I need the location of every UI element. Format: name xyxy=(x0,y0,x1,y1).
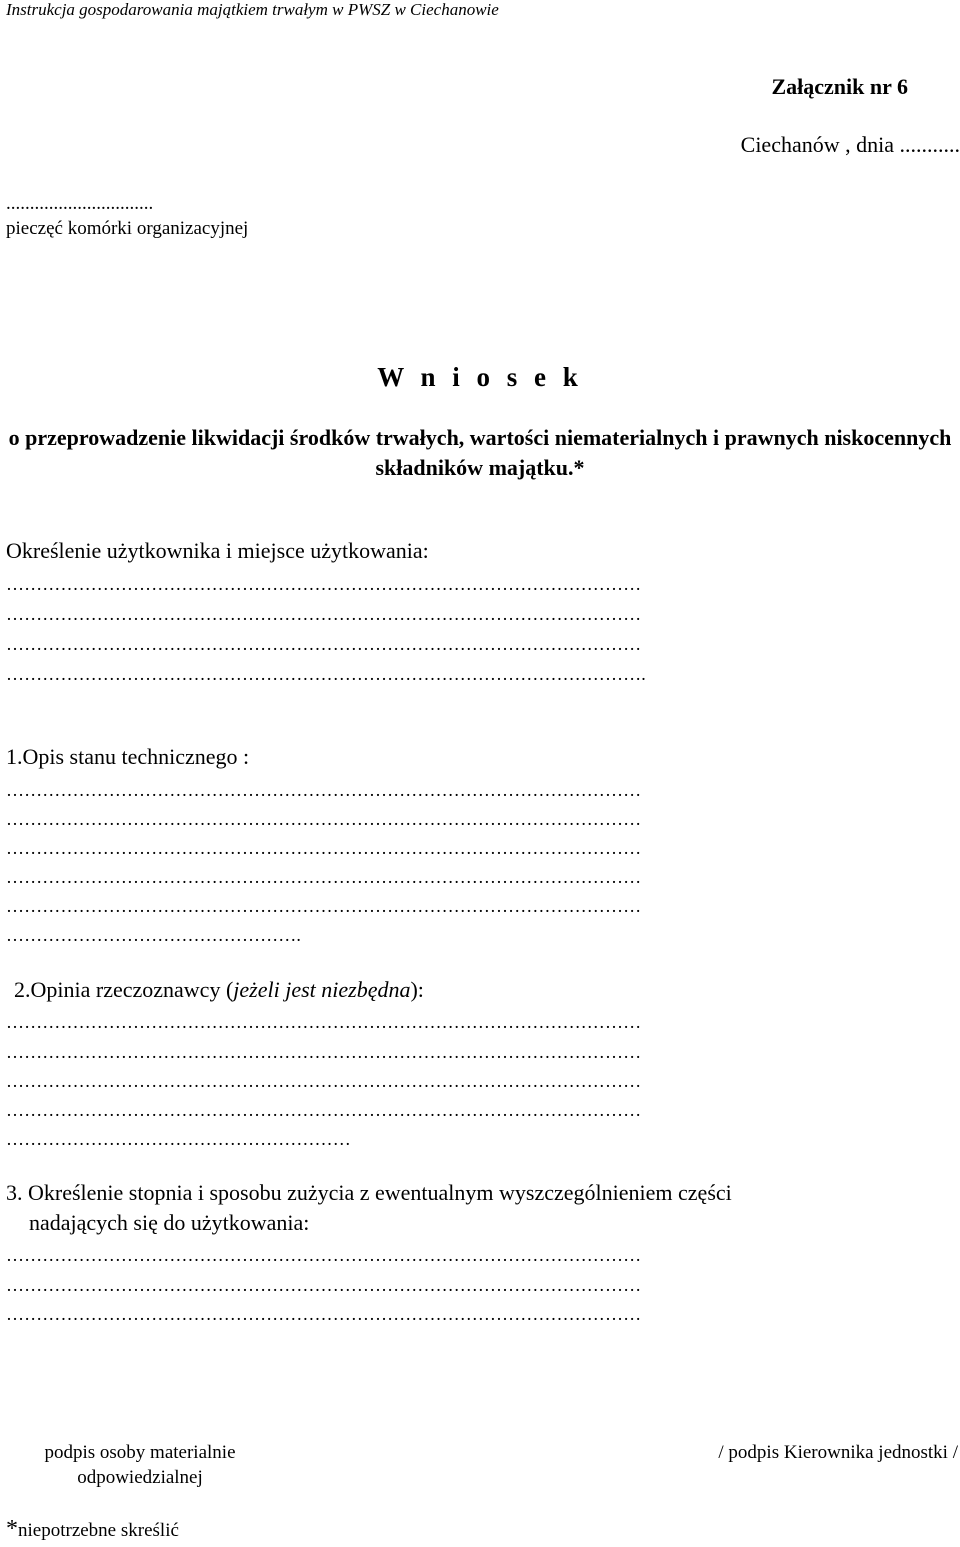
footnote-text: niepotrzebne skreślić xyxy=(18,1520,179,1541)
wear-degree-label: 3. Określenie stopnia i sposobu zużycia z ewentualnym wyszczególnieniem części xyxy=(6,1180,732,1205)
fill-line: …………………………………………………………………………………………… xyxy=(6,1275,642,1295)
signature-unit-head: / podpis Kierownika jednostki / xyxy=(718,1442,958,1463)
fill-line: ………………………………………………… xyxy=(6,1129,351,1149)
document-subtitle: o przeprowadzenie likwidacji środków trwałych, wartości niematerialnych i prawnych niskocennych składników majątku.* xyxy=(8,425,952,480)
expert-label-suffix: ): xyxy=(410,977,424,1002)
fill-line: …………………………………………………………………………………………… xyxy=(6,1071,642,1091)
fill-line: …………………………………………………………………………………………… xyxy=(6,1042,642,1062)
fill-line: …………………………………………………………………………………………… xyxy=(6,1012,642,1032)
fill-line: …………………………………………………………………………………………… xyxy=(6,896,642,916)
place-date-line: Ciechanów , dnia ........... xyxy=(740,132,960,157)
footnote xyxy=(6,1516,179,1543)
fill-line: …………………………………………………………………………………………… xyxy=(6,838,642,858)
expert-label-prefix: 2.Opinia rzeczoznawcy ( xyxy=(14,977,234,1002)
fill-line: …………………………………………………………………………………………… xyxy=(6,1100,642,1120)
signature-custodian xyxy=(20,1440,260,1490)
technical-condition-label: 1.Opis stanu technicznego : xyxy=(6,744,250,769)
fill-line: …………………………………………………………………………………………… xyxy=(6,867,642,887)
document-header: Instrukcja gospodarowania majątkiem trwałym w PWSZ w Ciechanowie xyxy=(6,0,499,19)
document-title: W n i o s e k xyxy=(377,362,583,392)
fill-line: …………………………………………………………………………………………… xyxy=(6,1245,642,1265)
expert-opinion-label xyxy=(14,977,424,1003)
fill-line: …………………………………………. xyxy=(6,925,302,945)
footnote-star: * xyxy=(6,1516,18,1542)
fill-line: …………………………………………………………………………………………… xyxy=(6,574,642,594)
signature-custodian-line1: podpis osoby materialnie xyxy=(44,1442,236,1463)
fill-line: ……………………………………………………………………………………………. xyxy=(6,664,646,684)
fill-line: …………………………………………………………………………………………… xyxy=(6,780,642,800)
stamp-placeholder-dots: ............................... xyxy=(6,193,154,214)
signature-custodian-line2: odpowiedzialnej xyxy=(77,1467,203,1488)
fill-line: …………………………………………………………………………………………… xyxy=(6,634,642,654)
fill-line: …………………………………………………………………………………………… xyxy=(6,1304,642,1324)
fill-line: …………………………………………………………………………………………… xyxy=(6,604,642,624)
fill-line: …………………………………………………………………………………………… xyxy=(6,809,642,829)
stamp-label: pieczęć komórki organizacyjnej xyxy=(6,218,249,239)
annex-number: Załącznik nr 6 xyxy=(771,74,908,99)
wear-degree-label-cont: nadających się do użytkowania: xyxy=(29,1210,310,1235)
expert-label-note: jeżeli jest niezbędna xyxy=(233,977,411,1002)
user-location-label: Określenie użytkownika i miejsce użytkowania: xyxy=(6,538,429,563)
